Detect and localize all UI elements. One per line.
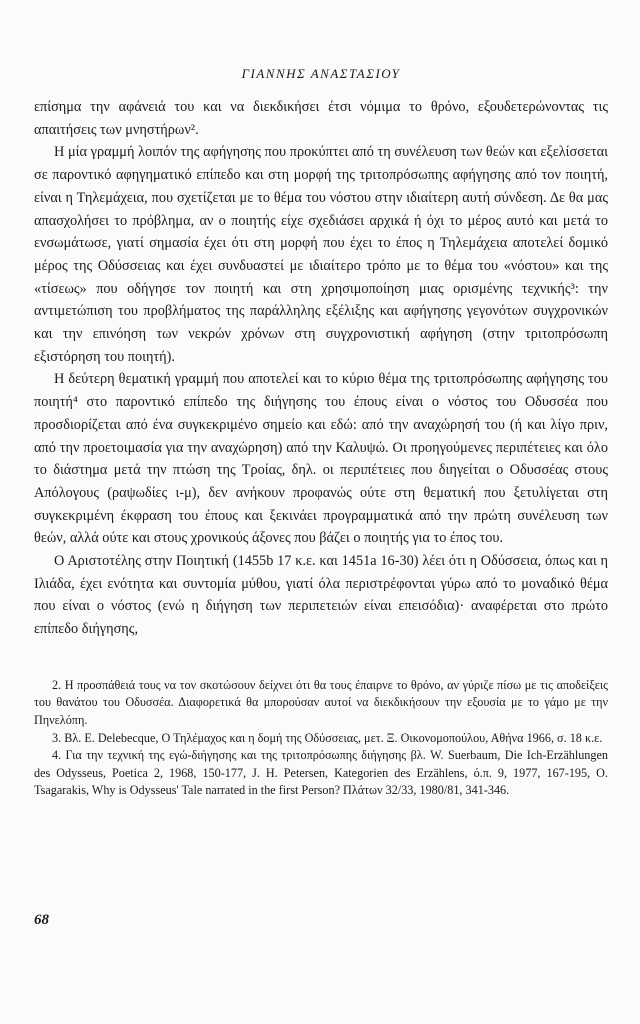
running-head: ΓΙΑΝΝΗΣ ΑΝΑΣΤΑΣΙΟΥ [241,66,401,81]
paragraph: Ο Αριστοτέλης στην Ποιητική (1455b 17 κ.ε. και 1451a 16-30) λέει ότι η Οδύσσεια, όπως και η Ιλιάδα, έχει ενότητα και συντομία μύθου, γιατί όλα περιστρέφονται γύρω από το μοναδικό θέμα που είναι ο νόστος (ενώ η διήγηση των περιπετειών είναι επεισόδια)· αναφέρεται στο πρώτο επίπεδο διήγησης, [34,553,608,638]
footnote: 2. Η προσπάθειά τους να τον σκοτώσουν δείχνει ότι θα τους έπαιρνε το θρόνο, αν γύριζε πίσω με τις αποδείξεις του θανάτου του Οδυσσέα. Διαφορετικά θα μπορούσαν αυτοί να διεκδικήσουν την εξουσία με το γάμο με την Πηνελόπη. [34,677,608,728]
footnotes [34,677,608,800]
footnote: 3. Βλ. E. Delebecque, Ο Τηλέμαχος και η δομή της Οδύσσειας, μετ. Ξ. Οικονομοπούλου, Αθήνα 1966, σ. 18 κ.ε. [52,730,603,745]
body-text [34,96,608,641]
paragraph: Η δεύτερη θεματική γραμμή που αποτελεί και το κύριο θέμα της τριτοπρόσωπης αφήγησης του ποιητή⁴ στο παροντικό επίπεδο της διήγησης του έπους είναι ο νόστος του Οδυσσέα που προσδιορίζεται από ένα συγκεκριμένο σημείο και εδώ: από την αναχώρησή του (ή και λίγο πριν, από την προετοιμασία για την αναχώρηση) από την Καλυψώ. Οι προηγούμενες περιπέτειες και όλο το διάστημα μετά την πτώση της Τροίας, δηλ. οι περιπέτειες που διηγείται ο Οδυσσέας στους Απόλογους (ραψωδίες ι-μ), δεν ανήκουν προφανώς ούτε στη θεματική που ξετυλίγεται στη συγκεκριμένη έκφραση του έπους και ξεκινάει προγραμματικά από την πρώτη συνέλευση των θεών, αλλά ούτε και στους χρονικούς άξονες που βάζει ο ποιητής για το έπος του. [34,371,608,547]
paragraph: Η μία γραμμή λοιπόν της αφήγησης που προκύπτει από τη συνέλευση των θεών και εξελίσσεται σε παροντικό αφηγηματικό επίπεδο και στη μορφή της τριτοπρόσωπης αφήγησης από τον ποιητή, είναι η Τηλεμάχεια, που σχετίζεται με το θέμα του νόστου στην ιδιαίτερη αυτή σύνδεση. Δε θα μας απασχολήσει το πρόβλημα, αν ο ποιητής είχε σχεδιάσει αρχικά ή όχι το μέρος αυτό και μετά το ενσωμάτωσε, γιατί σημασία έχει ότι στη μορφή που έχει το έπος η Τηλεμάχεια αποτελεί δομικό μέρος της Οδύσσειας και έχει συνδυαστεί με ιδιαίτερο τρόπο με το θέμα του «νόστου» και της «τίσεως» που οδήγησε τον ποιητή και στη χρησιμοποίηση μιας ορισμένης τεχνικής³: την αντιμετώπιση του προβλήματος της παράλληλης εξέλιξης και αφήγησης γεγονότων συγχρονικών και την επινόηση των νεκρών χρόνων στη συγχρονιστική αφήγηση (στην τριτοπρόσωπη εξιστόρηση του ποιητή). [34,144,608,365]
page-number: 68 [34,912,49,928]
paragraph: επίσημα την αφάνειά του και να διεκδικήσει έτσι νόμιμα το θρόνο, εξουδετερώνοντας τις απαιτήσεις των μνηστήρων². [34,99,608,138]
page [34,66,608,800]
footnote: 4. Για την τεχνική της εγώ-διήγησης και της τριτοπρόσωπης διήγησης βλ. W. Suerbaum, Die Ich-Erzählungen des Odysseus, Poetica 2, 1968, 150-177, J. H. Petersen, Kategorien des Erzählens, ό.π. 9, 1977, 167-195, O. Tsagarakis, Why is Odysseus' Tale narrated in the first Person? Πλάτων 32/33, 1980/81, 341-346. [34,748,608,798]
